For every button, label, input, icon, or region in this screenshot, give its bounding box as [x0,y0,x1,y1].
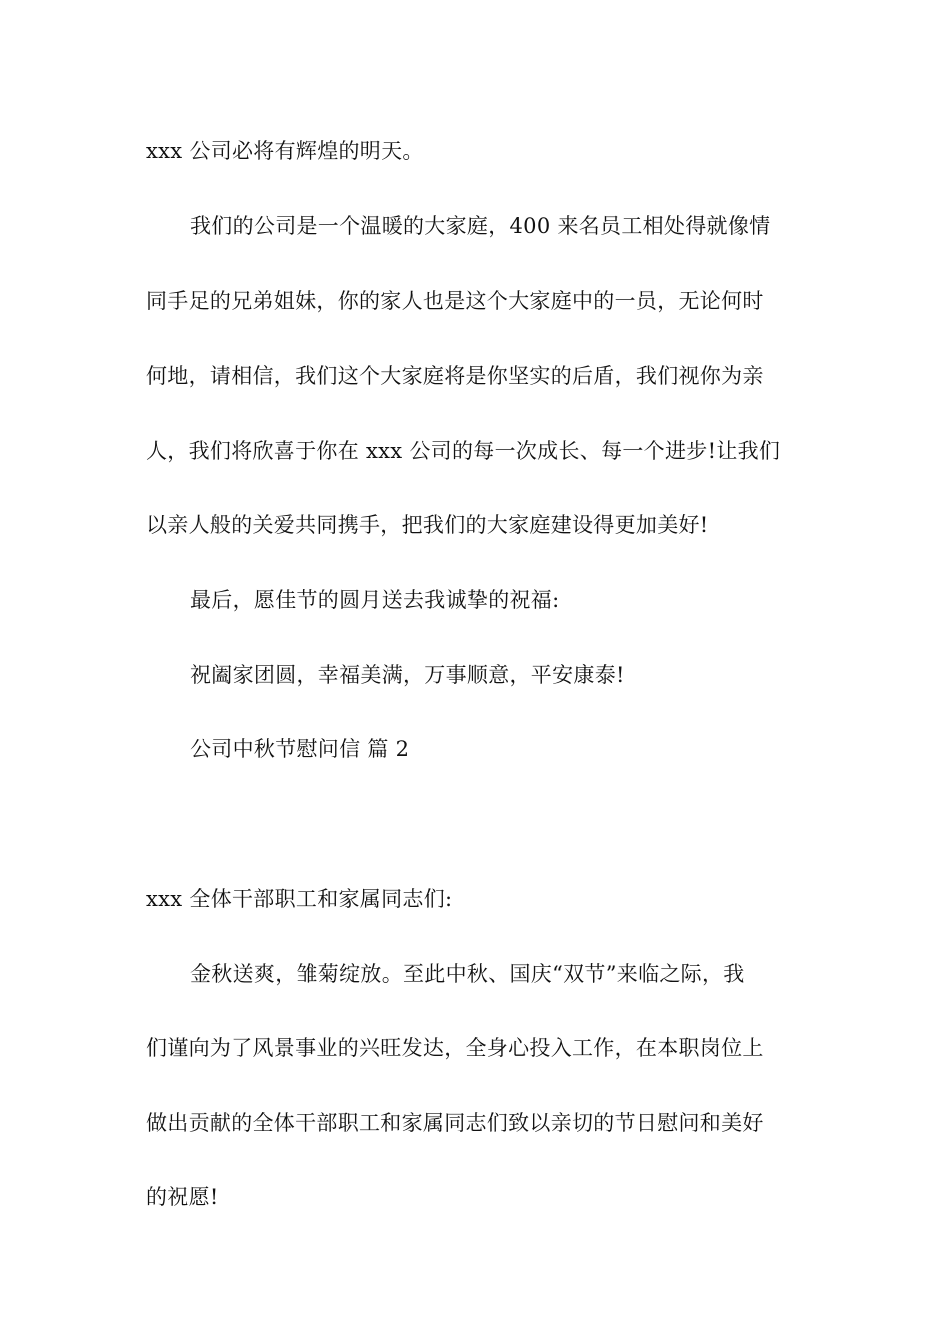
paragraph-line: xxx 公司必将有辉煌的明天。 [146,139,424,163]
paragraph-line: 金秋送爽，雏菊绽放。至此中秋、国庆“双节”来临之际，我 [190,962,745,986]
paragraph-line: 同手足的兄弟姐妹，你的家人也是这个大家庭中的一员，无论何时 [146,289,764,313]
paragraph-line: 人，我们将欣喜于你在 xxx 公司的每一次成长、每一个进步!让我们 [146,439,781,463]
paragraph-line: 们谨向为了风景事业的兴旺发达，全身心投入工作，在本职岗位上 [146,1036,764,1060]
paragraph-line: 以亲人般的关爱共同携手，把我们的大家庭建设得更加美好! [146,513,709,537]
paragraph-line: 祝阖家团圆，幸福美满，万事顺意，平安康泰! [190,663,625,687]
paragraph-line: 的祝愿! [146,1185,219,1209]
paragraph-line: 做出贡献的全体干部职工和家属同志们致以亲切的节日慰问和美好 [146,1111,764,1135]
paragraph-line: 何地，请相信，我们这个大家庭将是你坚实的后盾，我们视你为亲 [146,364,764,388]
section-heading: 公司中秋节慰问信 篇 2 [190,737,410,761]
paragraph-line: 我们的公司是一个温暖的大家庭，400 来名员工相处得就像情 [190,214,771,238]
paragraph-line: 最后，愿佳节的圆月送去我诚挚的祝福: [190,588,560,612]
salutation: xxx 全体干部职工和家属同志们: [146,887,453,911]
